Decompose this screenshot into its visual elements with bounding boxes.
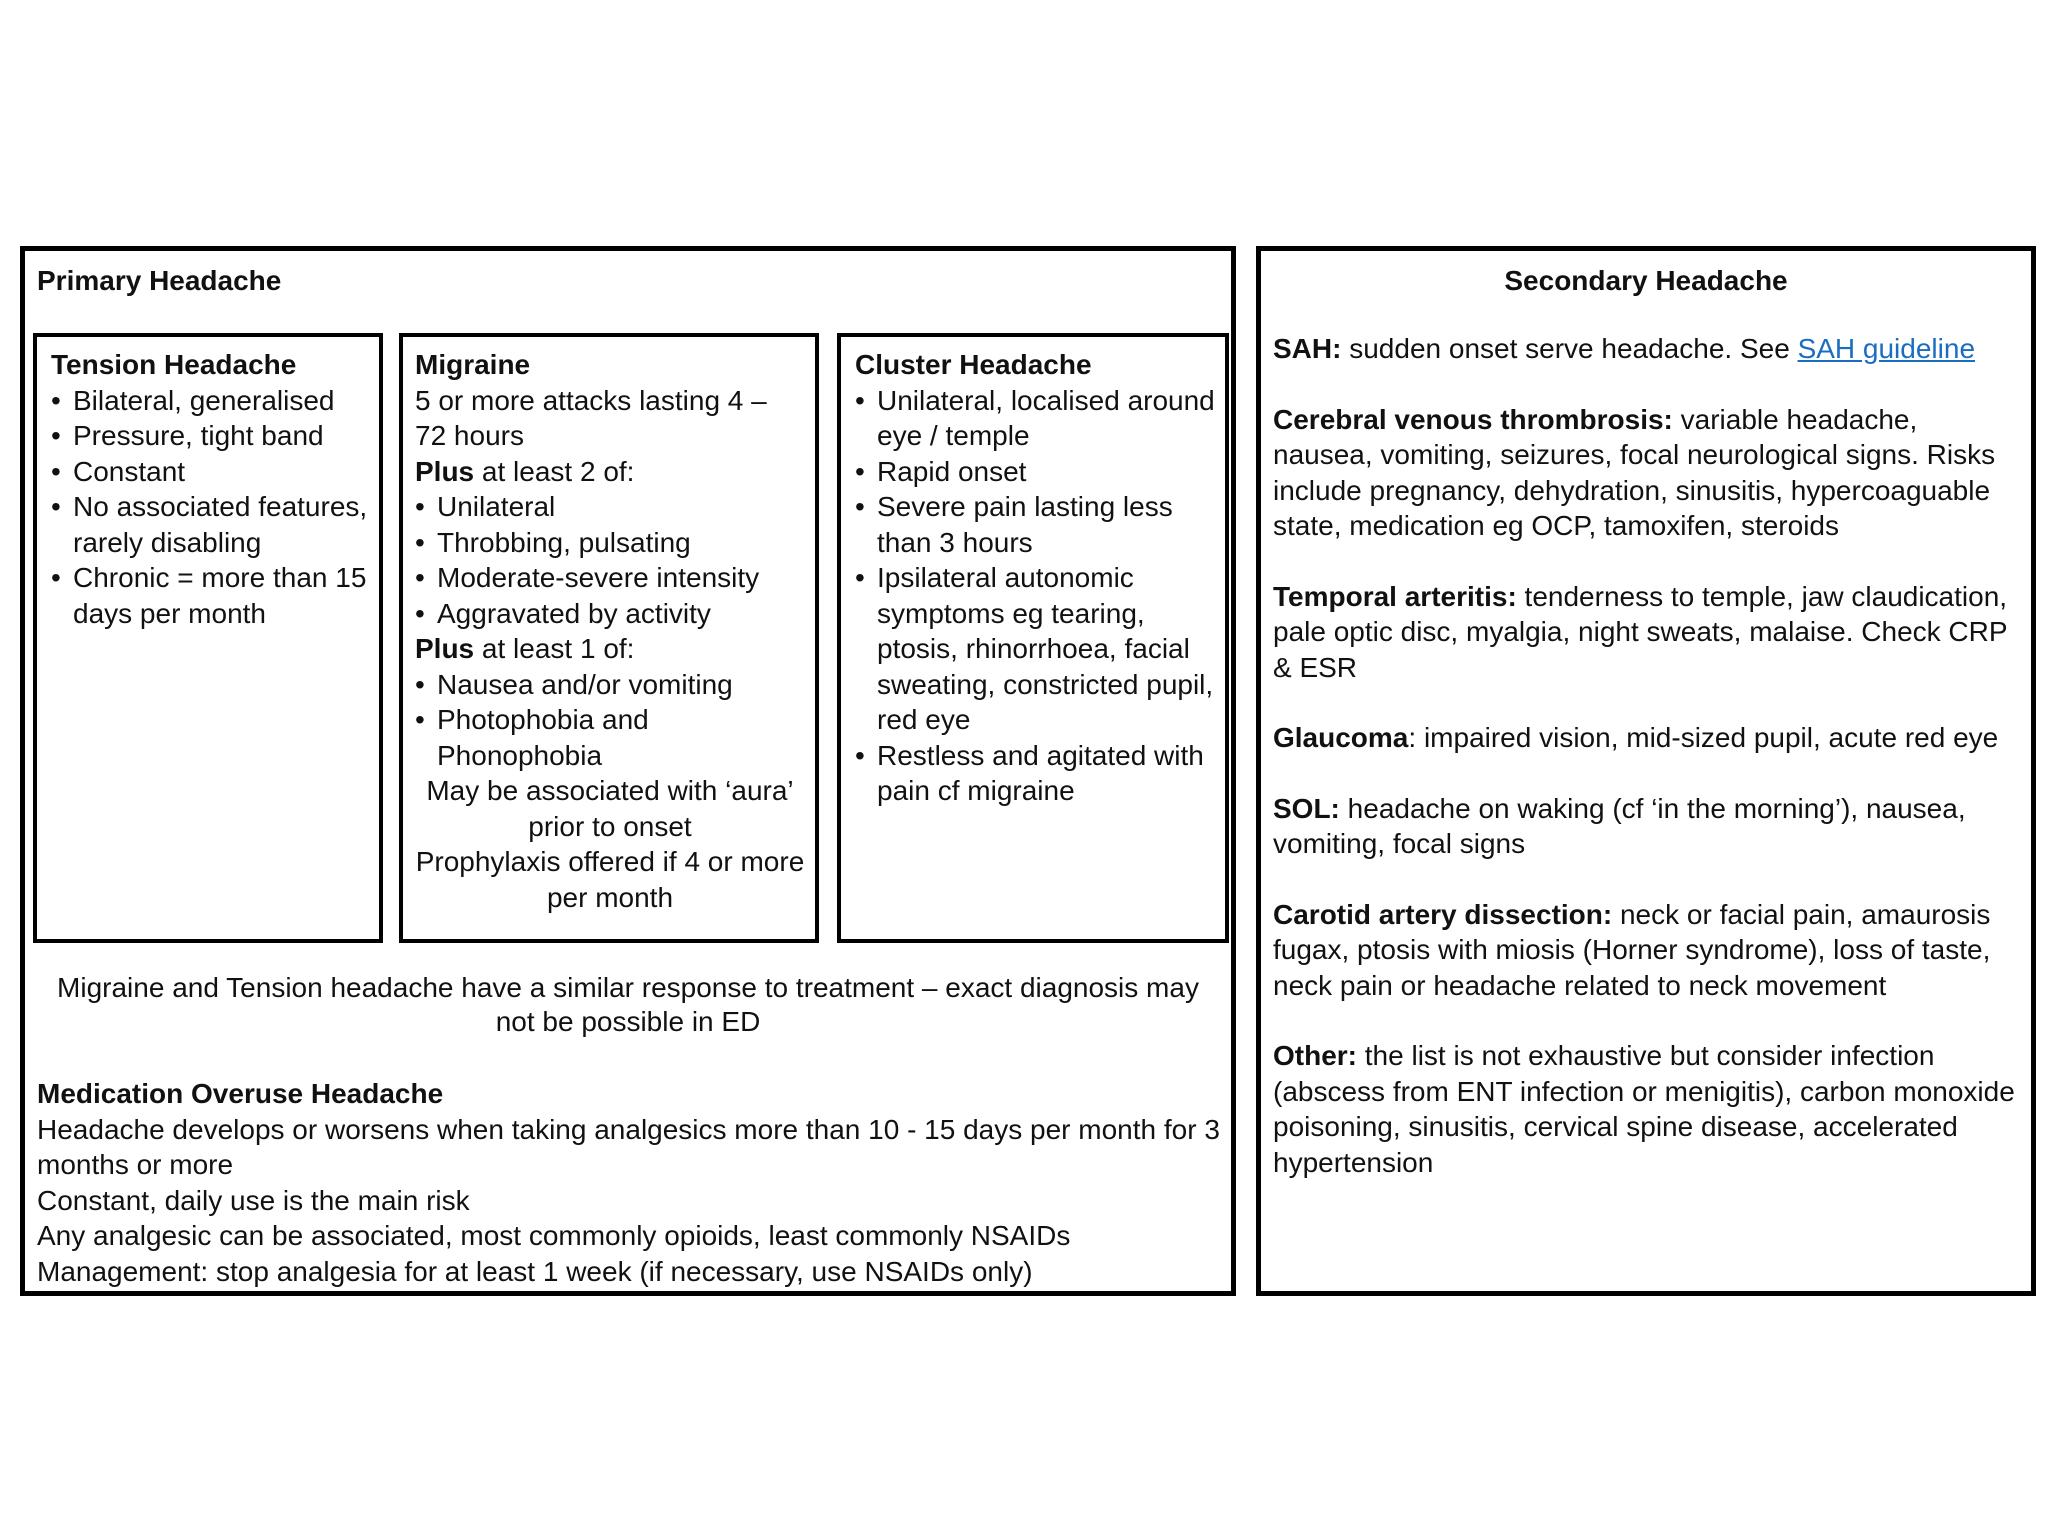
sah-text: sudden onset serve headache. See	[1341, 333, 1798, 364]
migraine-plus-one-label	[415, 631, 805, 667]
primary-headache-title: Primary Headache	[37, 265, 282, 296]
cvt-term: Cerebral venous thrombrosis:	[1273, 403, 1673, 435]
list-item: • Chronic = more than 15 days per month	[51, 560, 369, 631]
similar-response-note: Migraine and Tension headache have a similar response to treatment – exact diagnosis may not be possible in ED	[57, 972, 1199, 1037]
list-item: • Unilateral	[415, 489, 805, 525]
other-text: the list is not exhaustive but consider infection (abscess from ENT infection or menigitis), carbon monoxide poisoning, sinusitis, cervical spine disease, accelerated hypertension	[1273, 1040, 2015, 1178]
list-item: • Restless and agitated with pain cf migraine	[855, 738, 1215, 809]
carotid-dissection-term: Carotid artery dissection:	[1273, 898, 1613, 930]
glaucoma-item	[1273, 720, 2023, 756]
list-item: • Pressure, tight band	[51, 418, 369, 454]
sol-item	[1273, 791, 2023, 862]
list-item: • Severe pain lasting less than 3 hours	[855, 489, 1215, 560]
carotid-dissection-item	[1273, 897, 2023, 1004]
tension-headache-box	[33, 333, 383, 943]
glaucoma-term: Glaucoma	[1273, 722, 1409, 753]
list-item: • Rapid onset	[855, 454, 1215, 490]
list-item: • Ipsilateral autonomic symptoms eg tearing, ptosis, rhinorrhoea, facial sweating, constricted pupil, red eye	[855, 560, 1215, 738]
medication-overuse-line: Headache develops or worsens when taking analgesics more than 10 - 15 days per month for 3 months or more	[37, 1113, 1220, 1180]
secondary-headache-panel	[1256, 246, 2036, 1296]
temporal-arteritis-item	[1273, 579, 2023, 686]
migraine-heading: Migraine	[415, 349, 531, 380]
glaucoma-text: : impaired vision, mid-sized pupil, acute red eye	[1408, 722, 1999, 753]
migraine-aura-note: May be associated with ‘aura’ prior to onset	[426, 775, 794, 842]
medication-overuse-heading: Medication Overuse Headache	[37, 1078, 444, 1109]
carotid-dissection-text: neck or facial pain, amaurosis fugax, ptosis with miosis (Horner syndrome), loss of taste, neck pain or headache related to neck movement	[1273, 898, 1991, 1001]
plus-bold: Plus	[415, 455, 475, 487]
other-term: Other:	[1273, 1040, 1357, 1071]
secondary-headache-title: Secondary Headache	[1504, 265, 1788, 296]
sah-guideline-link[interactable]: SAH guideline	[1797, 333, 1976, 364]
secondary-headache-list	[1273, 331, 2023, 1180]
migraine-prophylaxis-note: Prophylaxis offered if 4 or more per month	[415, 846, 805, 913]
medication-overuse-line: Any analgesic can be associated, most commonly opioids, least commonly NSAIDs	[37, 1220, 1071, 1251]
medication-overuse-line: Management: stop analgesia for at least 1 week (if necessary, use NSAIDs only)	[37, 1255, 1033, 1287]
cluster-headache-list	[855, 383, 1215, 809]
list-item: • Aggravated by activity	[415, 596, 805, 632]
plus-rest: at least 1 of:	[474, 633, 635, 664]
cvt-item	[1273, 402, 2023, 544]
tension-headache-list	[51, 383, 369, 632]
migraine-associated-list	[415, 667, 805, 774]
sol-text: headache on waking (cf ‘in the morning’), nausea, vomiting, focal signs	[1273, 792, 1966, 859]
migraine-intro: 5 or more attacks lasting 4 – 72 hours	[415, 384, 767, 451]
list-item: • Constant	[51, 454, 369, 490]
list-item: • Moderate-severe intensity	[415, 560, 805, 596]
cluster-headache-heading: Cluster Headache	[855, 349, 1092, 380]
other-item	[1273, 1038, 2023, 1180]
primary-headache-panel	[20, 246, 1236, 1296]
list-item: • Throbbing, pulsating	[415, 525, 805, 561]
medication-overuse-line: Constant, daily use is the main risk	[37, 1184, 470, 1216]
migraine-plus-two-label	[415, 454, 805, 490]
temporal-arteritis-text: tenderness to temple, jaw claudication, pale optic disc, myalgia, night sweats, malaise. Check CRP & ESR	[1273, 580, 2008, 683]
list-item: • No associated features, rarely disabling	[51, 489, 369, 560]
cluster-headache-box	[837, 333, 1229, 943]
tension-headache-heading: Tension Headache	[51, 349, 297, 380]
sah-term: SAH:	[1273, 333, 1342, 364]
plus-rest: at least 2 of:	[474, 455, 635, 487]
medication-overuse-section	[37, 1076, 1223, 1289]
list-item: • Bilateral, generalised	[51, 383, 369, 419]
list-item: • Photophobia and Phonophobia	[415, 702, 805, 773]
sol-term: SOL:	[1273, 792, 1340, 824]
temporal-arteritis-term: Temporal arteritis:	[1273, 580, 1517, 612]
list-item: • Unilateral, localised around eye / temple	[855, 383, 1215, 454]
plus-bold: Plus	[415, 633, 475, 664]
sah-item	[1273, 331, 2023, 367]
cvt-text: variable headache, nausea, vomiting, seizures, focal neurological signs. Risks include pregnancy, dehydration, sinusitis, hypercoaguable state, medication eg OCP, tamoxifen, steroids	[1273, 403, 1996, 541]
migraine-box	[399, 333, 819, 943]
list-item: • Nausea and/or vomiting	[415, 667, 805, 703]
migraine-criteria-list	[415, 489, 805, 631]
